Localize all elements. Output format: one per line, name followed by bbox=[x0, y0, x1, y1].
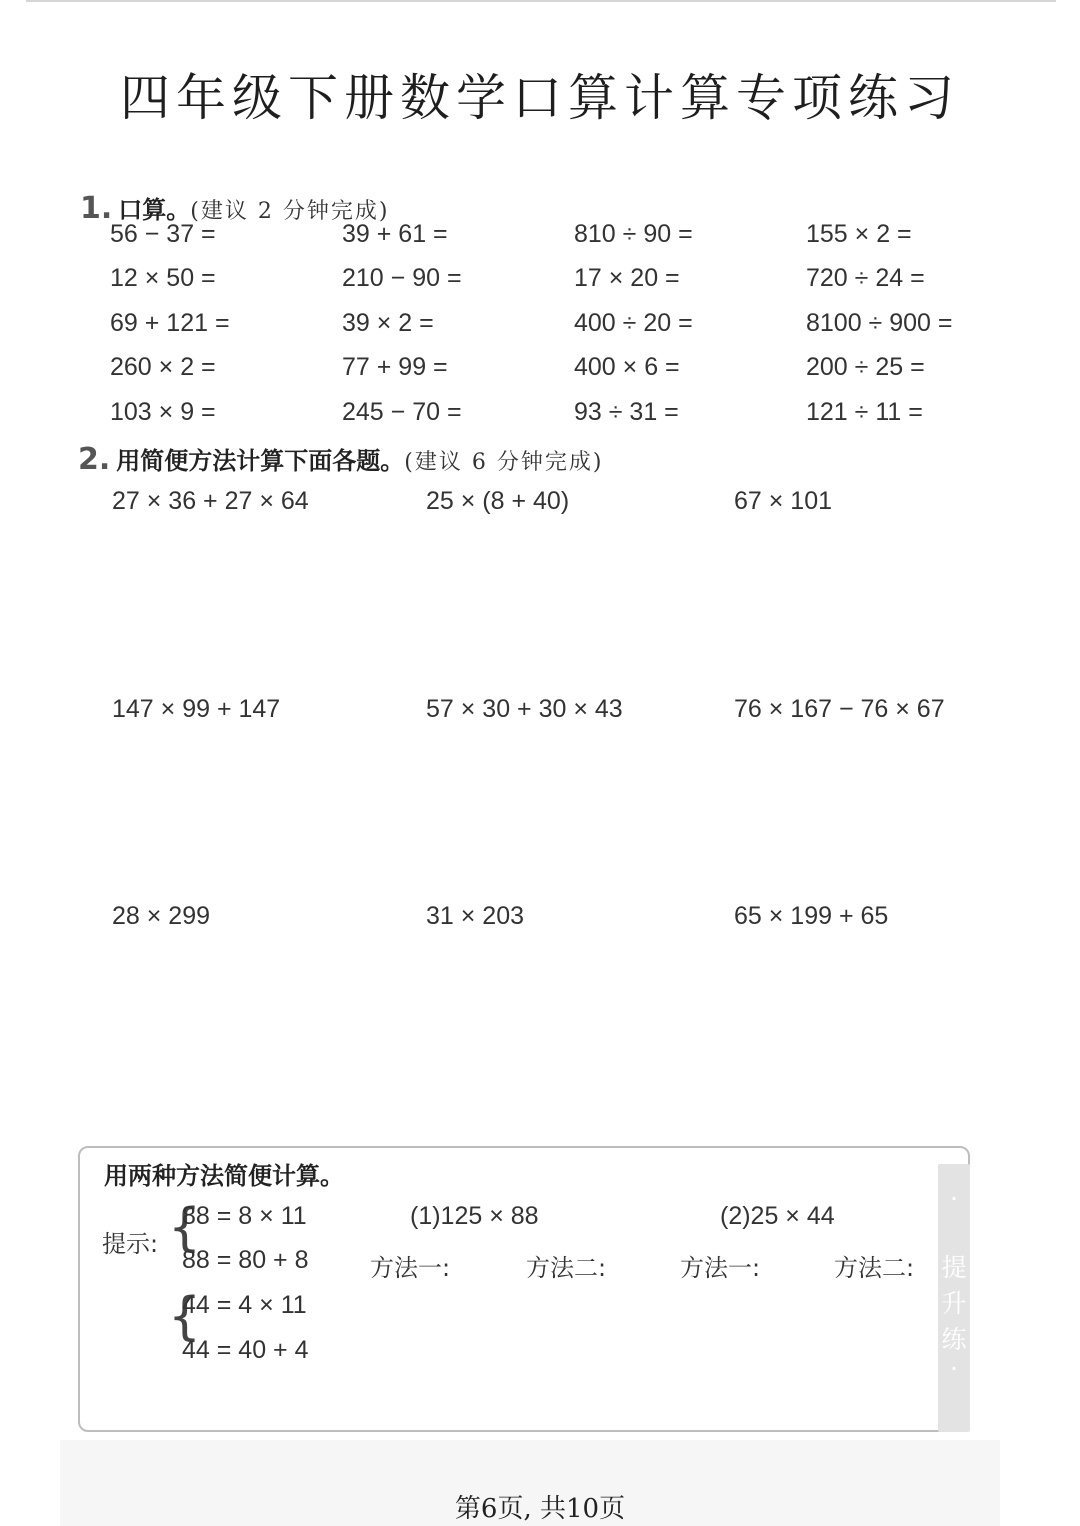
section-2-number: 2. bbox=[78, 442, 111, 477]
simplify-problem: 147 × 99 + 147 bbox=[112, 695, 281, 723]
side-tab-char-2: 升 bbox=[941, 1289, 967, 1318]
hint-brace-88: { bbox=[168, 1198, 202, 1258]
side-tab-dot-top: · bbox=[950, 1184, 958, 1213]
oral-problem: 260 × 2 = bbox=[110, 353, 216, 381]
section-2-note: (建议 6 分钟完成) bbox=[404, 450, 604, 475]
top-divider bbox=[26, 0, 1056, 2]
simplify-problem: 27 × 36 + 27 × 64 bbox=[112, 487, 309, 515]
oral-problem: 69 + 121 = bbox=[110, 309, 230, 337]
simplify-problem: 57 × 30 + 30 × 43 bbox=[426, 695, 623, 723]
oral-problem: 810 ÷ 90 = bbox=[574, 220, 693, 248]
hint-label: 提示: bbox=[102, 1230, 159, 1258]
page-title: 四年级下册数学口算计算专项练习 bbox=[120, 69, 960, 127]
challenge-title: 用两种方法简便计算。 bbox=[104, 1162, 344, 1190]
oral-problem: 56 − 37 = bbox=[110, 220, 216, 248]
section-1-title: 口算。 bbox=[118, 196, 191, 224]
side-tab-char-1: 提 bbox=[941, 1253, 967, 1282]
oral-problem: 210 − 90 = bbox=[342, 264, 462, 292]
oral-problem: 39 + 61 = bbox=[342, 220, 448, 248]
hint-88-factor: 88 = 8 × 11 bbox=[182, 1202, 307, 1230]
problem-1-method-2: 方法二: bbox=[526, 1254, 607, 1282]
oral-problem: 245 − 70 = bbox=[342, 398, 462, 426]
section-2-header bbox=[78, 441, 603, 477]
oral-problem: 77 + 99 = bbox=[342, 353, 448, 381]
oral-problem: 155 × 2 = bbox=[806, 220, 912, 248]
problem-2-method-2: 方法二: bbox=[834, 1254, 915, 1282]
hint-44-sum: 44 = 40 + 4 bbox=[182, 1336, 309, 1364]
section-2-title: 用简便方法计算下面各题。 bbox=[116, 447, 405, 475]
oral-problem: 8100 ÷ 900 = bbox=[806, 309, 953, 337]
problem-1-method-1: 方法一: bbox=[370, 1254, 451, 1282]
oral-problem: 12 × 50 = bbox=[110, 264, 216, 292]
side-tab-dot-bottom: · bbox=[950, 1354, 958, 1383]
hint-brace-44: { bbox=[168, 1287, 202, 1347]
simplify-problem: 67 × 101 bbox=[734, 487, 833, 515]
challenge-problem-2: (2)25 × 44 bbox=[720, 1202, 835, 1230]
side-tab-char-3: 练 bbox=[941, 1325, 967, 1354]
problem-2-method-1: 方法一: bbox=[680, 1254, 761, 1282]
oral-problem: 103 × 9 = bbox=[110, 398, 216, 426]
section-1-number: 1. bbox=[80, 191, 113, 226]
hint-88-sum: 88 = 80 + 8 bbox=[182, 1246, 309, 1274]
simplify-problem: 65 × 199 + 65 bbox=[734, 902, 889, 930]
simplify-problem: 31 × 203 bbox=[426, 902, 525, 930]
simplify-problem: 28 × 299 bbox=[112, 902, 211, 930]
oral-problem: 39 × 2 = bbox=[342, 309, 434, 337]
simplify-problem: 25 × (8 + 40) bbox=[426, 487, 570, 515]
simplify-problem: 76 × 167 − 76 × 67 bbox=[734, 695, 945, 723]
section-1-note: (建议 2 分钟完成) bbox=[190, 199, 390, 224]
page-footer: 第6页, 共10页 bbox=[454, 1494, 626, 1524]
oral-problem: 200 ÷ 25 = bbox=[806, 353, 925, 381]
side-tab-advanced-practice bbox=[938, 1164, 970, 1432]
hint-44-factor: 44 = 4 × 11 bbox=[182, 1291, 307, 1319]
oral-problem: 400 ÷ 20 = bbox=[574, 309, 693, 337]
oral-problem: 17 × 20 = bbox=[574, 264, 680, 292]
oral-problem: 400 × 6 = bbox=[574, 353, 680, 381]
oral-problem: 121 ÷ 11 = bbox=[806, 398, 923, 426]
oral-problem: 93 ÷ 31 = bbox=[574, 398, 679, 426]
challenge-problem-1: (1)125 × 88 bbox=[410, 1202, 539, 1230]
oral-problem: 720 ÷ 24 = bbox=[806, 264, 925, 292]
